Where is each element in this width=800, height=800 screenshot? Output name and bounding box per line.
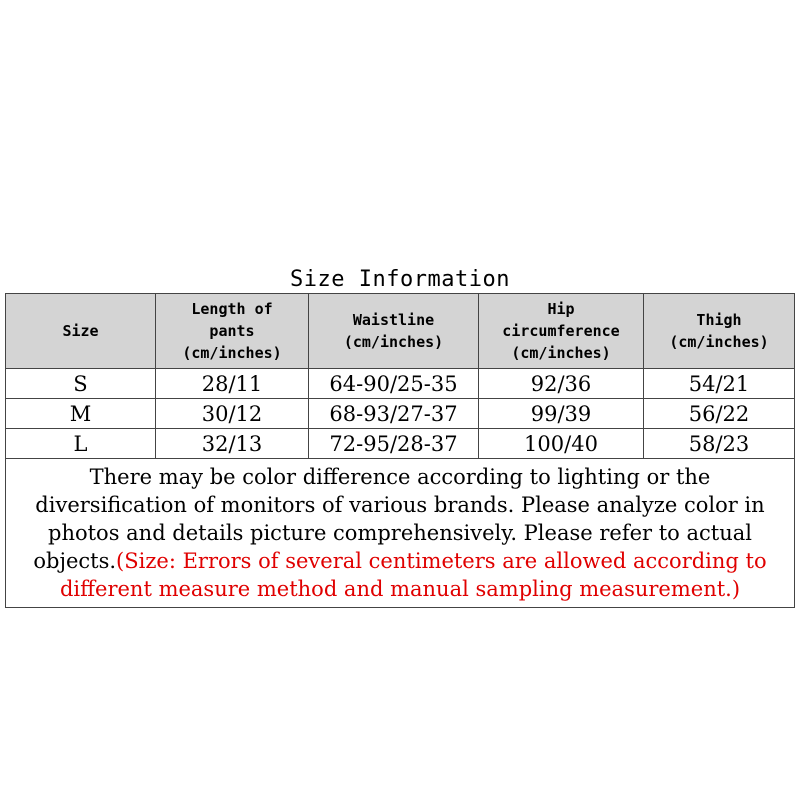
note-color-disclaimer: There may be color difference according to lighting or the diversification of monitors of various brands. Please analyze color in photos and details picture comprehensively. Please refer to actual objects. — [33, 465, 765, 573]
header-thigh: Thigh (cm/inches) — [644, 294, 795, 369]
table-cell: 30/12 — [156, 399, 309, 429]
table-cell: 64-90/25-35 — [309, 369, 479, 399]
table-cell: 28/11 — [156, 369, 309, 399]
note-row — [6, 459, 795, 608]
disclaimer-note — [6, 459, 795, 608]
table-cell: 99/39 — [479, 399, 644, 429]
table-cell: M — [6, 399, 156, 429]
note-size-error: (Size: Errors of several centimeters are allowed according to different measure method and manual sampling measurement.) — [59, 549, 767, 601]
table-row — [6, 399, 795, 429]
page-title: Size Information — [290, 267, 510, 292]
table-cell: 92/36 — [479, 369, 644, 399]
header-hip-circumference: Hip circumference (cm/inches) — [479, 294, 644, 369]
table-cell: 72-95/28-37 — [309, 429, 479, 459]
table-cell: 32/13 — [156, 429, 309, 459]
header-waistline: Waistline (cm/inches) — [309, 294, 479, 369]
table-cell: 100/40 — [479, 429, 644, 459]
table-row — [6, 429, 795, 459]
size-table — [5, 293, 795, 608]
table-row — [6, 369, 795, 399]
table-cell: 56/22 — [644, 399, 795, 429]
table-header-row — [6, 294, 795, 369]
table-cell: 54/21 — [644, 369, 795, 399]
table-cell: S — [6, 369, 156, 399]
header-size: Size — [6, 294, 156, 369]
header-length-of-pants: Length of pants (cm/inches) — [156, 294, 309, 369]
table-cell: 68-93/27-37 — [309, 399, 479, 429]
table-cell: 58/23 — [644, 429, 795, 459]
table-cell: L — [6, 429, 156, 459]
